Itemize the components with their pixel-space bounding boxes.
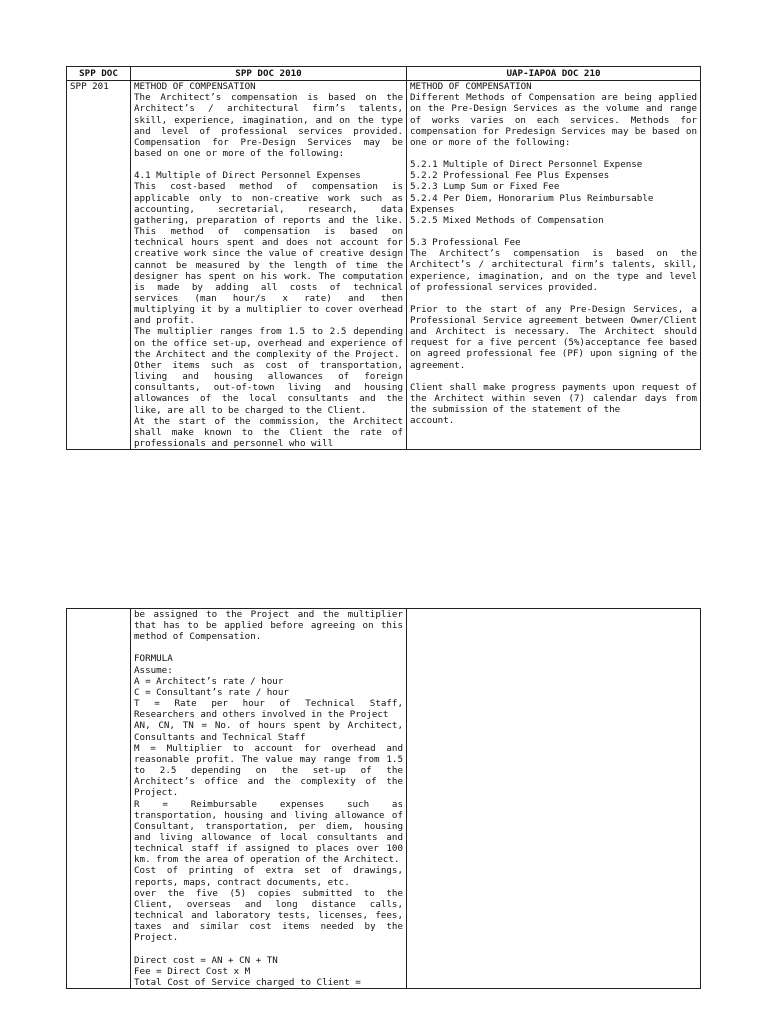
formula-direct-cost: Direct cost = AN + CN + TN: [134, 954, 278, 966]
definition-t: T = Rate per hour of Technical Staff, Researchers and others involved in the Project: [134, 698, 403, 721]
header-spp-doc: SPP DOC: [67, 67, 131, 81]
spacer: [410, 371, 697, 382]
table-row: [67, 81, 701, 450]
formula-fee: Fee = Direct Cost x M: [134, 965, 251, 977]
list-item: 5.2.2 Professional Fee Plus Expenses: [410, 170, 610, 182]
spp-doc-2010-cell: [131, 81, 407, 450]
uap-iapoa-doc-210-cell: [407, 81, 701, 450]
paragraph: over the five (5) copies submitted to the Client, overseas and long distance calls, technical and laboratory tests, licenses, fees, taxes and similar cost items needed by the Project.: [134, 887, 403, 944]
list-item: 5.2.4 Per Diem, Honorarium Plus Reimbursable Expenses: [410, 192, 654, 215]
paragraph: The Architect’s compensation is based on the Architect’s / architectural firm’s talents, skill, experience, imagination, and on the type and level of professional services provided. Compensation for Pre-Design Services may be based on one or more of the following:: [134, 92, 403, 160]
row-label-empty: [67, 609, 131, 989]
definition-a: A = Architect’s rate / hour: [134, 675, 284, 687]
row-label-spp-201: SPP 201: [67, 81, 131, 450]
paragraph: Prior to the start of any Pre-Design Services, a Professional Service agreement between Owner/Client and Architect is necessary. The Architect should request for a five percent (5%)acceptance fee based on agreed professional fee (PF) upon signing of the agreement.: [410, 303, 697, 371]
list-item: 5.2.5 Mixed Methods of Compensation: [410, 214, 604, 226]
comparison-table-page-2: [66, 608, 701, 989]
uap-iapoa-doc-210-cell-empty: [407, 609, 701, 989]
spacer: [410, 226, 697, 237]
definition-m: M = Multiplier to account for overhead and reasonable profit. The value may range from 1.5 to 2.5 depending on the set-up of the Architect’s office and the complexity of the Project.: [134, 742, 403, 799]
subsection-heading: 4.1 Multiple of Direct Personnel Expenses: [134, 170, 361, 182]
paragraph: Other items such as cost of transportation, living and housing allowances of foreign consultants, out-of-town living and housing allowances of the local consultants and the like, are all to be charged to the Client.: [134, 359, 403, 416]
paragraph: This cost-based method of compensation is applicable only to non-creative work such as accounting, secretarial, research, data gathering, preparation of reports and the like. This method of compensation is based on technical hours spent and does not account for creative work since the value of creative design cannot be measured by the length of time the designer has spent on his work. The computation is made by adding all costs of technical services (man hour/s x rate) and then multiplying it by a multiplier to cover overhead and profit.: [134, 181, 403, 327]
spacer: [134, 159, 403, 170]
header-uap-iapoa-doc-210: UAP-IAPOA DOC 210: [407, 67, 701, 81]
header-row: [67, 67, 701, 81]
paragraph: Client shall make progress payments upon request of the Architect within seven (7) calendar days from the submission of the statement of the: [410, 381, 697, 416]
assume-label: Assume:: [134, 664, 173, 676]
paragraph: The Architect’s compensation is based on the Architect’s / architectural firm’s talents, skill, experience, imagination, and on the type and level of professional services provided.: [410, 248, 697, 293]
paragraph: be assigned to the Project and the multiplier that has to be applied before agreeing on this method of Compensation.: [134, 609, 403, 643]
spp-doc-2010-cell-continued: [131, 609, 407, 989]
subsection-heading: 5.3 Professional Fee: [410, 237, 521, 249]
formula-heading: FORMULA: [134, 653, 173, 665]
spacer: [410, 293, 697, 304]
spacer: [134, 944, 403, 955]
definition-r: R = Reimbursable expenses such as transportation, housing and living allowance of Consultant, transportation, per diem, housing and living allowance of local consultants and technical staff if assigned to places over 100 km. from the area of operation of the Architect.: [134, 798, 403, 866]
list-item: 5.2.1 Multiple of Direct Personnel Expense: [410, 159, 643, 171]
paragraph: The multiplier ranges from 1.5 to 2.5 depending on the office set-up, overhead and experience of the Architect and the complexity of the Project.: [134, 326, 403, 360]
spacer: [134, 642, 403, 653]
header-spp-doc-2010: SPP DOC 2010: [131, 67, 407, 81]
definition-hours: AN, CN, TN = No. of hours spent by Architect, Consultants and Technical Staff: [134, 720, 403, 743]
section-heading: METHOD OF COMPENSATION: [134, 81, 256, 93]
paragraph: At the start of the commission, the Architect shall make known to the Client the rate of professionals and personnel who will: [134, 415, 403, 449]
definition-c: C = Consultant’s rate / hour: [134, 686, 289, 698]
comparison-table-page-1: [66, 66, 701, 450]
paragraph-continuation: account.: [410, 415, 455, 427]
paragraph: Cost of printing of extra set of drawings, reports, maps, contract documents, etc.: [134, 865, 403, 888]
list-item: 5.2.3 Lump Sum or Fixed Fee: [410, 181, 560, 193]
section-heading: METHOD OF COMPENSATION: [410, 81, 532, 93]
spacer: [410, 148, 697, 159]
formula-total-cost: Total Cost of Service charged to Client =: [134, 976, 361, 988]
table-row: [67, 609, 701, 989]
paragraph: Different Methods of Compensation are being applied on the Pre-Design Services as the volume and range of works varies on each services. Methods for compensation for Predesign Services may be based on one or more of the following:: [410, 92, 697, 148]
